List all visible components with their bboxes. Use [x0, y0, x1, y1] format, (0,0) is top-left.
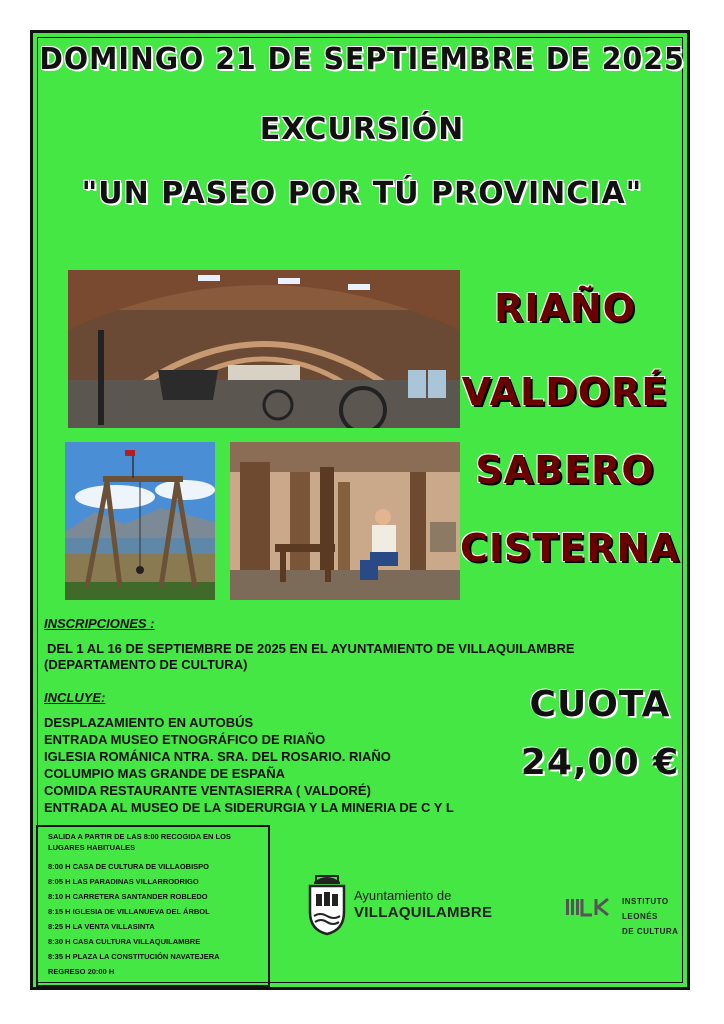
ayuntamiento-text: Ayuntamiento de	[354, 888, 452, 903]
event-date: DOMINGO 21 DE SEPTIEMBRE DE 2025	[39, 42, 685, 77]
ayuntamiento-logo	[306, 872, 526, 942]
incluye-item: COMIDA RESTAURANTE VENTASIERRA ( VALDORÉ)	[44, 783, 371, 798]
giant-swing-photo	[65, 442, 215, 600]
incluye-item: ENTRADA AL MUSEO DE LA SIDERURGIA Y LA MINERIA DE C Y L	[44, 800, 454, 815]
incluye-heading: INCLUYE:	[44, 690, 106, 705]
shield-icon	[306, 872, 348, 936]
schedule-intro: SALIDA A PARTIR DE LAS 8:00 RECOGIDA EN LOS LUGARES HABITUALES	[48, 832, 231, 852]
incluye-item: ENTRADA MUSEO ETNOGRÁFICO DE RIAÑO	[44, 732, 326, 747]
instituto-line: INSTITUTO	[622, 897, 669, 906]
incluye-item: COLUMPIO MAS GRANDE DE ESPAÑA	[44, 766, 285, 781]
schedule-stop: 8:15 H IGLESIA DE VILLANUEVA DEL ÁRBOL	[48, 907, 210, 916]
ilc-mark-icon	[566, 897, 616, 917]
event-title: "UN PASEO POR TÚ PROVINCIA"	[81, 176, 643, 211]
museum-interior-photo	[68, 270, 460, 428]
place-sabero: SABERO	[475, 448, 655, 492]
place-valdore: VALDORÉ	[461, 370, 669, 414]
instituto-leones-logo	[564, 892, 694, 942]
schedule-stop: 8:10 H CARRETERA SANTANDER ROBLEDO	[48, 892, 208, 901]
instituto-text	[622, 894, 678, 939]
place-cisterna: CISTERNA	[460, 526, 680, 570]
schedule-stop: 8:35 H PLAZA LA CONSTITUCIÓN NAVATEJERA	[48, 952, 220, 961]
instituto-line: DE CULTURA	[622, 927, 679, 936]
event-type: EXCURSIÓN	[259, 112, 465, 147]
schedule-stop: 8:25 H LA VENTA VILLASINTA	[48, 922, 155, 931]
cuota-label: CUOTA	[529, 684, 671, 725]
instituto-line: LEONÉS	[622, 912, 658, 921]
villaquilambre-text: VILLAQUILAMBRE	[354, 904, 493, 921]
place-riano: RIAÑO	[494, 286, 636, 330]
schedule-return: REGRESO 20:00 H	[48, 967, 115, 976]
cuota-price: 24,00 €	[520, 742, 680, 783]
inscripciones-line: (DEPARTAMENTO DE CULTURA)	[44, 657, 248, 672]
incluye-item: IGLESIA ROMÁNICA NTRA. SRA. DEL ROSARIO. RIAÑO	[44, 749, 391, 764]
inscripciones-heading: INSCRIPCIONES :	[44, 616, 155, 631]
schedule-stop: 8:00 H CASA DE CULTURA DE VILLAOBISPO	[48, 862, 209, 871]
workshop-photo	[230, 442, 460, 600]
incluye-item: DESPLAZAMIENTO EN AUTOBÚS	[44, 715, 254, 730]
schedule-stop: 8:05 H LAS PARADINAS VILLARRODRIGO	[48, 877, 199, 886]
bus-schedule-box	[36, 825, 270, 987]
schedule-stop: 8:30 H CASA CULTURA VILLAQUILAMBRE	[48, 937, 201, 946]
inscripciones-line: DEL 1 AL 16 DE SEPTIEMBRE DE 2025 EN EL AYUNTAMIENTO DE VILLAQUILAMBRE	[47, 641, 575, 656]
